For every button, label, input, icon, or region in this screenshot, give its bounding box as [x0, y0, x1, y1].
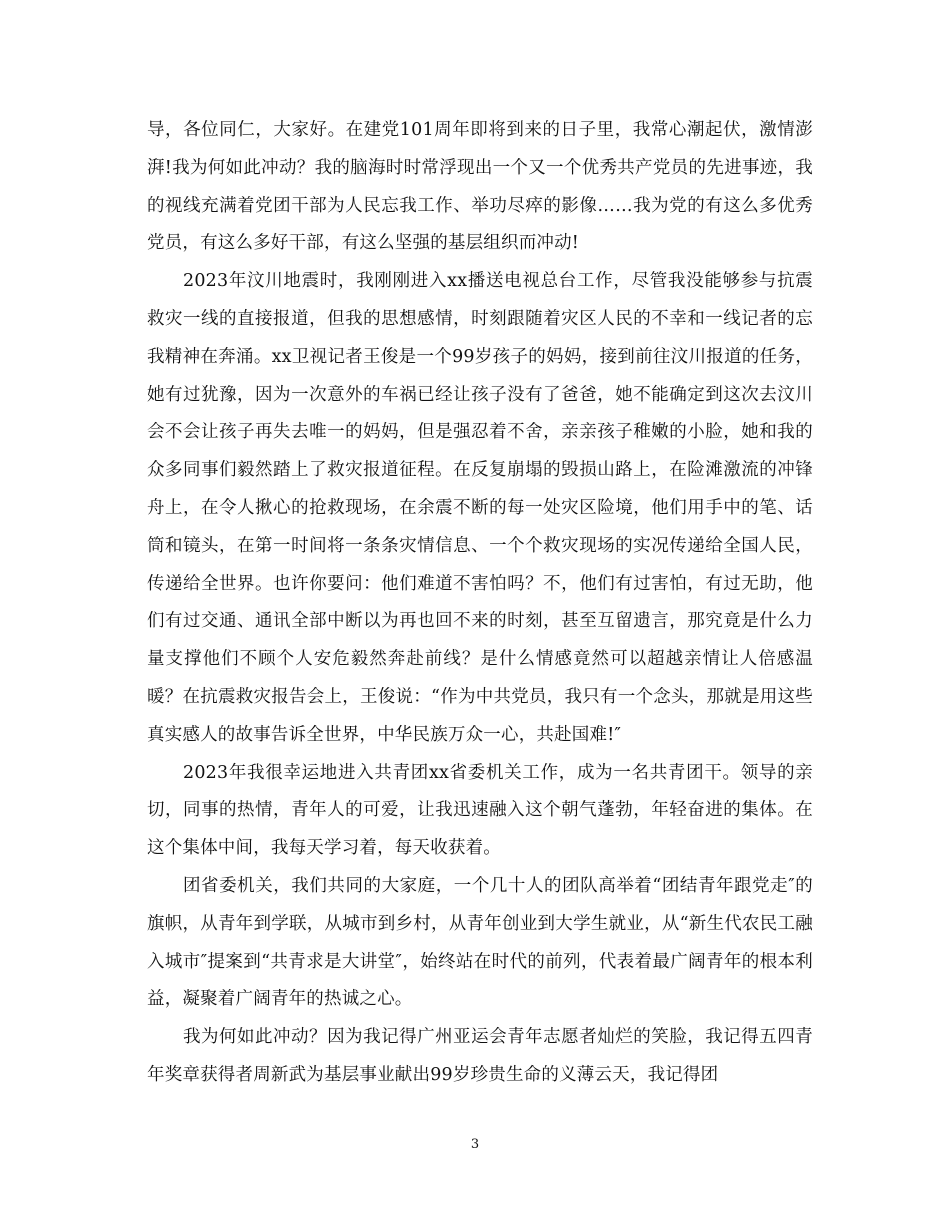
page-number: 3 [470, 1137, 480, 1152]
paragraph-3: 2023年我很幸运地进入共青团xx省委机关工作，成为一名共青团干。领导的亲切，同事的热情，青年人的可爱，让我迅速融入这个朝气蓬勃，年轻奋进的集体。在这个集体中间，我每天学习着，每天收获着。 [147, 762, 813, 859]
paragraph-5: 我为何如此冲动？因为我记得广州亚运会青年志愿者灿烂的笑脸，我记得五四青年奖章获得者周新武为基层事业献出99岁珍贵生命的义薄云天，我记得团 [147, 1027, 813, 1085]
paragraph-1: 导，各位同仁，大家好。在建党101周年即将到来的日子里，我常心潮起伏，激情澎湃!我为何如此冲动？我的脑海时时常浮现出一个又一个优秀共产党员的先进事迹，我的视线充满着党团干部为人民忘我工作、举功尽瘁的影像……我为党的有这么多优秀党员，有这么多好干部，有这么坚强的基层组织而冲动! [147, 120, 813, 254]
body-text [147, 112, 813, 1095]
paragraph-2: 2023年汶川地震时，我刚刚进入xx播送电视总台工作，尽管我没能够参与抗震救灾一线的直接报道，但我的思想感情，时刻跟随着灾区人民的不幸和一线记者的忘我精神在奔涌。xx卫视记者王俊是一个99岁孩子的妈妈，接到前往汶川报道的任务，她有过犹豫，因为一次意外的车祸已经让孩子没有了爸爸，她不能确定到这次去汶川会不会让孩子再失去唯一的妈妈，但是强忍着不舍，亲亲孩子稚嫩的小脸，她和我的众多同事们毅然踏上了救灾报道征程。在反复崩塌的毁损山路上，在险滩激流的冲锋舟上，在令人揪心的抢救现场，在余震不断的每一处灾区险境，他们用手中的笔、话筒和镜头，在第一时间将一条条灾情信息、一个个救灾现场的实况传递给全国人民，传递给全世界。也许你要问：他们难道不害怕吗？不，他们有过害怕，有过无助，他们有过交通、通讯全部中断以为再也回不来的时刻，甚至互留遗言，那究竟是什么力量支撑他们不顾个人安危毅然奔赴前线？是什么情感竟然可以超越亲情让人倍感温暖？在抗震救灾报告会上，王俊说：“作为中共党员，我只有一个念头，那就是用这些真实感人的故事告诉全世界，中华民族万众一心，共赴国难!″ [147, 271, 813, 745]
paragraph-4: 团省委机关，我们共同的大家庭，一个几十人的团队高举着“团结青年跟党走″的旗帜，从青年到学联，从城市到乡村，从青年创业到大学生就业，从“新生代农民工融入城市″提案到“共青求是大讲堂″，始终站在时代的前列，代表着最广阔青年的根本利益，凝聚着广阔青年的热诚之心。 [147, 875, 813, 1010]
